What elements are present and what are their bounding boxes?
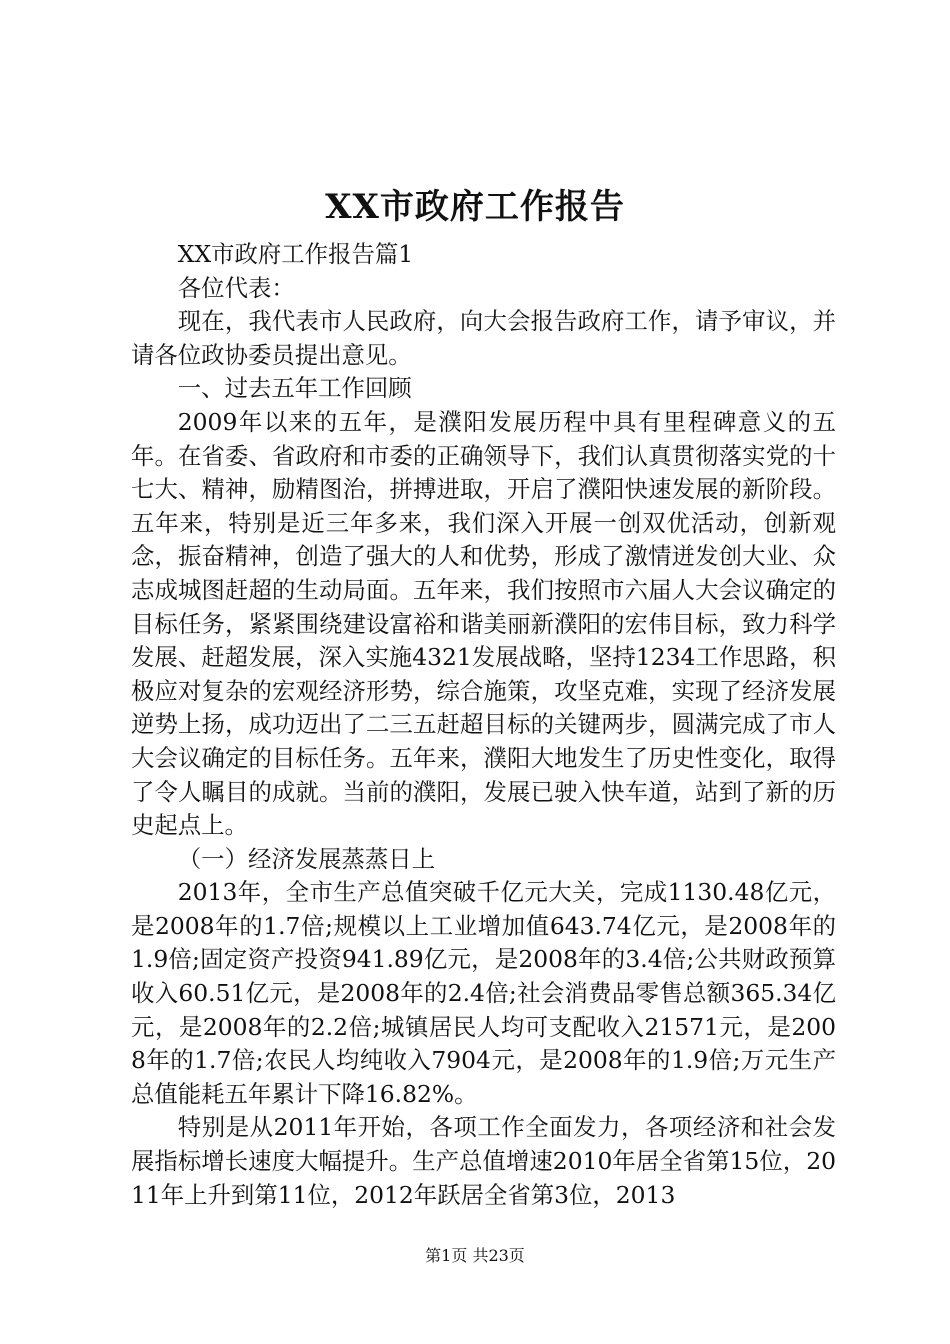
document-title: XX市政府工作报告 <box>325 187 625 227</box>
section-heading: 一、过去五年工作回顾 <box>177 374 412 403</box>
body-paragraph: 特别是从2011年开始，各项工作全面发力，各项经济和社会发展指标增长速度大幅提升。生产总值增速2010年居全省第15位，2011年上升到第11位，2012年跃居全省第3位，2013 <box>131 1113 836 1209</box>
subtitle-paragraph: XX市政府工作报告篇1 <box>177 240 414 268</box>
salutation-paragraph: 各位代表： <box>177 273 295 302</box>
page-number-footer: 第1页 共23页 <box>425 1246 525 1265</box>
body-paragraph: 2009年以来的五年，是濮阳发展历程中具有里程碑意义的五年。在省委、省政府和市委的正确领导下，我们认真贯彻落实党的十七大、精神，励精图治，拼搏进取，开启了濮阳快速发展的新阶段。五年来，特别是近三年多来，我们深入开展一创双优活动，创新观念，振奋精神，创造了强大的人和优势，形成了激情迸发创大业、众志成城图赶超的生动局面。五年来，我们按照市六届人大会议确定的目标任务，紧紧围绕建设富裕和谐美丽新濮阳的宏伟目标，致力科学发展、赶超发展，深入实施4321发展战略，坚持1234工作思路，积极应对复杂的宏观经济形势，综合施策，攻坚克难，实现了经济发展逆势上扬，成功迈出了二三五赶超目标的关键两步，圆满完成了市人大会议确定的目标任务。五年来，濮阳大地发生了历史性变化，取得了令人瞩目的成就。当前的濮阳，发展已驶入快车道，站到了新的历史起点上。 <box>131 407 836 840</box>
document-body <box>131 238 836 1212</box>
body-paragraph: 2013年，全市生产总值突破千亿元大关，完成1130.48亿元，是2008年的1.7倍;规模以上工业增加值643.74亿元，是2008年的1.9倍;固定资产投资941.89亿元，是2008年的3.4倍;公共财政预算收入60.51亿元，是2008年的2.4倍;社会消费品零售总额365.34亿元，是2008年的2.2倍;城镇居民人均可支配收入21571元，是2008年的1.7倍;农民人均纯收入7904元，是2008年的1.9倍;万元生产总值能耗五年累计下降16.82%。 <box>131 878 836 1108</box>
intro-paragraph: 现在，我代表市人民政府，向大会报告政府工作，请予审议，并请各位政协委员提出意见。 <box>131 307 836 369</box>
subsection-heading: （一）经济发展蒸蒸日上 <box>177 844 436 873</box>
